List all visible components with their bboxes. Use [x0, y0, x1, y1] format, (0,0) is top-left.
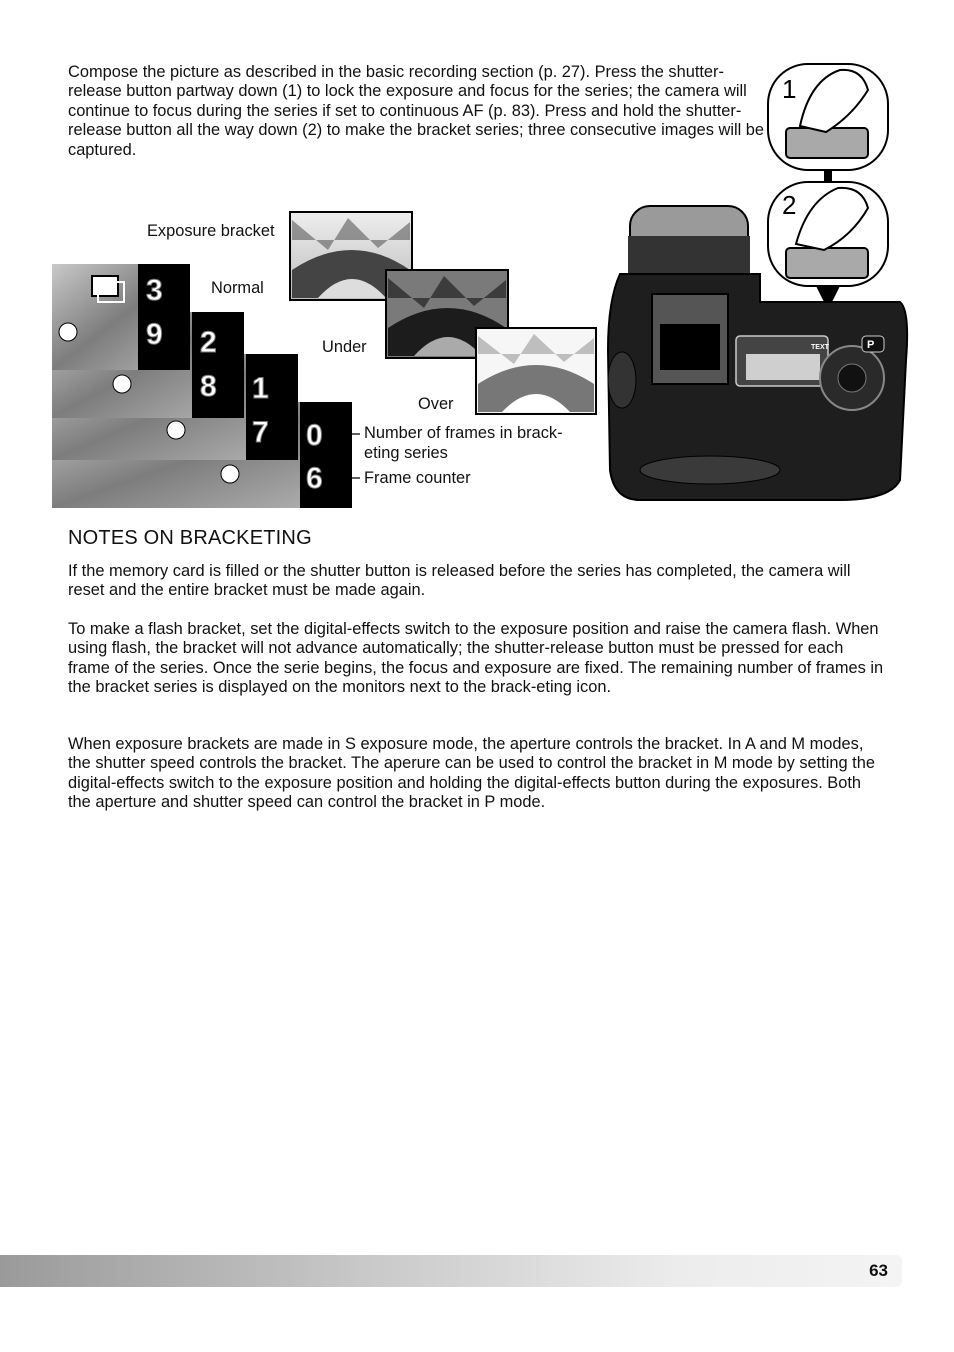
focus-dot-icon [59, 323, 77, 341]
intro-paragraph: Compose the picture as described in the basic recording section (p. 27). Press the shutter-release button partway down (1) to lock the exposure and focus for the series; the camera will continue to focus during the series if set to continuous AF (p. 83). Press and hold the shutter-release button all the way down (2) to make the bracket series; three consecutive images will be captured. [68, 63, 765, 159]
lcd-frame-3-top-digit: 1 [252, 372, 269, 405]
notes-heading: NOTES ON BRACKETING [68, 527, 312, 549]
photo-over [476, 328, 596, 414]
step-2-number: 2 [782, 190, 797, 220]
over-label: Over [418, 395, 454, 413]
lcd-frame-2-bottom-digit: 8 [200, 370, 217, 403]
footer-bar [0, 1255, 902, 1287]
lcd-frame-1 [52, 264, 190, 370]
exposure-bracket-label: Exposure bracket [147, 222, 275, 240]
focus-dot-icon [113, 375, 131, 393]
notes-paragraph-1: If the memory card is filled or the shutter button is released before the series has completed, the camera will reset and the entire bracket must be made again. [68, 562, 851, 600]
normal-label: Normal [211, 279, 264, 297]
display-text-label: TEXT [811, 344, 829, 351]
frames-in-series-label: Number of frames in brack-eting series [364, 424, 563, 462]
lcd-frame-1-bottom-digit: 9 [146, 318, 163, 351]
notes-paragraph-3: When exposure brackets are made in S exposure mode, the aperture controls the bracket. In A and M modes, the shutter speed controls the bracket. The aperure can be used to control the bracket in M mode by setting the digital-effects switch to the exposure position and holding the digital-effects button during the exposures. Both the aperture and shutter speed can control the bracket in P mode. [68, 735, 875, 812]
frame-counter-label: Frame counter [364, 469, 471, 487]
focus-dot-icon [221, 465, 239, 483]
step-1-number: 1 [782, 74, 797, 104]
lcd-frame-4-top-digit: 0 [306, 419, 323, 452]
lcd-frame-1-top-digit: 3 [146, 274, 163, 307]
step-2-press-full [768, 182, 888, 286]
focus-dot-icon [167, 421, 185, 439]
under-label: Under [322, 338, 367, 356]
dial-p-label: P [867, 339, 875, 351]
notes-paragraph-2: To make a flash bracket, set the digital-effects switch to the exposure position and raise the camera flash. When using flash, the bracket will not advance automatically; the shutter-release button must be pressed for each frame of the series. Once the serie begins, the focus and exposure are fixed. The remaining number of frames in the bracket series is displayed on the monitors next to the brack-eting icon. [68, 620, 884, 697]
lcd-frame-2-top-digit: 2 [200, 326, 217, 359]
page-number: 63 [869, 1261, 888, 1280]
lcd-frame-4-bottom-digit: 6 [306, 462, 323, 495]
lcd-frame-3-bottom-digit: 7 [252, 416, 269, 449]
camera-shutter-illustration [600, 60, 920, 510]
exposure-bracket-photos [288, 210, 600, 420]
step-1-press-half [768, 64, 888, 170]
